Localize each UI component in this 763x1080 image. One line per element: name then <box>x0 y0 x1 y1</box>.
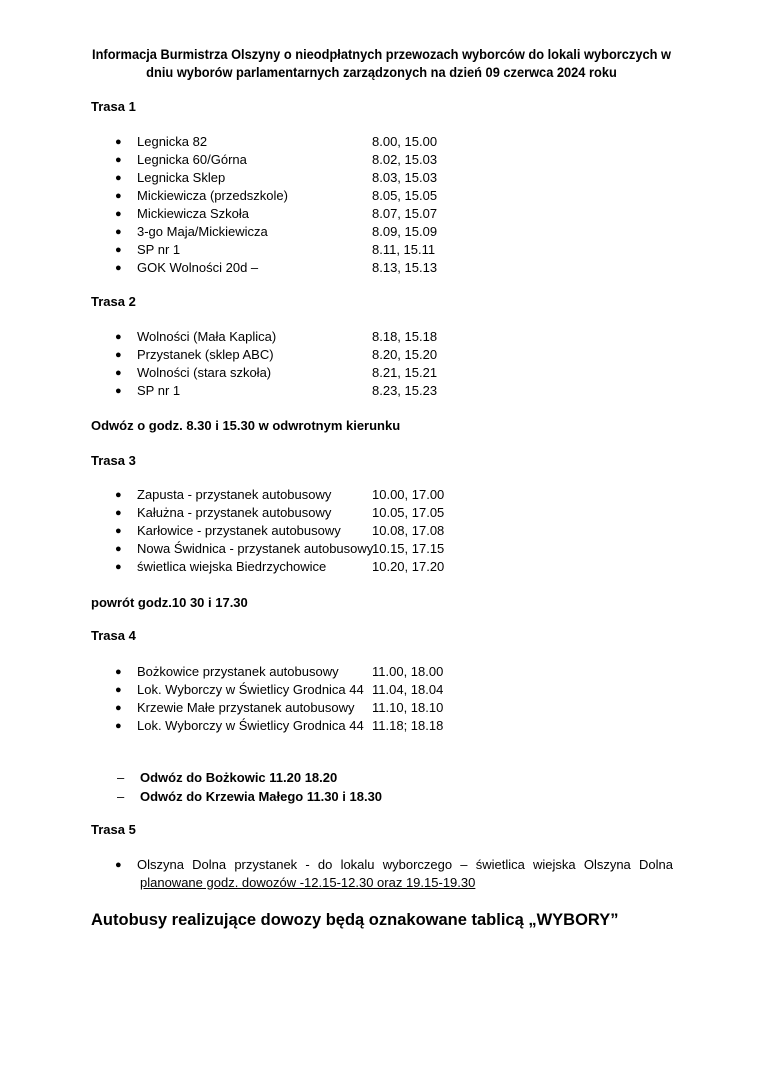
bullet-marker: ● <box>115 507 122 519</box>
stop-times: 8.00, 15.00 <box>372 134 438 149</box>
stop-name: SP nr 1 <box>137 383 181 398</box>
stop-row <box>0 540 763 558</box>
bullet-marker: ● <box>115 190 122 202</box>
title-line-2: dniu wyborów parlamentarnych zarządzonych na dzień 09 czerwca 2024 roku <box>146 65 617 80</box>
stop-name: Legnicka 82 <box>137 134 208 149</box>
stop-times: 8.03, 15.03 <box>372 170 438 185</box>
bullet-marker: ● <box>115 349 122 361</box>
stop-name: Kałużna - przystanek autobusowy <box>137 505 332 520</box>
stop-name: Legnicka 60/Górna <box>137 152 247 167</box>
route-2-return-note: Odwóz o godz. 8.30 i 15.30 w odwrotnym kierunku <box>91 418 401 433</box>
route-5-word: świetlica <box>475 857 525 872</box>
stop-row <box>0 187 763 205</box>
stop-row <box>0 223 763 241</box>
route-5-word: Dolna <box>638 857 673 872</box>
stop-name: 3-go Maja/Mickiewicza <box>137 224 268 239</box>
route-5-word: – <box>460 857 468 872</box>
route-3-return-note: powrót godz.10 30 i 17.30 <box>91 595 248 610</box>
stop-row <box>0 663 763 681</box>
bullet-marker: ● <box>115 331 122 343</box>
dash-marker: – <box>117 770 125 785</box>
stop-times: 10.05, 17.05 <box>372 505 445 520</box>
bullet-marker: ● <box>115 244 122 256</box>
stop-name: GOK Wolności 20d – <box>137 260 259 275</box>
stop-times: 11.10, 18.10 <box>372 700 444 715</box>
return-item <box>0 787 763 806</box>
stop-name: Legnicka Sklep <box>137 170 226 185</box>
route-5-word: przystanek <box>234 857 298 872</box>
stop-row <box>0 717 763 735</box>
stop-row <box>0 328 763 346</box>
stop-name: Mickiewicza Szkoła <box>137 206 249 221</box>
stop-row <box>0 151 763 169</box>
stop-name: Zapusta - przystanek autobusowy <box>137 487 332 502</box>
stop-times: 8.21, 15.21 <box>372 365 438 380</box>
stop-name: Lok. Wyborczy w Świetlicy Grodnica 44 <box>137 682 364 697</box>
route-1-list <box>0 133 763 277</box>
route-4-list <box>0 663 763 735</box>
route-5-item <box>137 856 673 892</box>
stop-times: 10.15, 17.15 <box>372 541 445 556</box>
bullet-marker: ● <box>115 385 122 397</box>
title-line-1: Informacja Burmistrza Olszyny o nieodpłatnych przewozach wyborców do lokali wyborczych w <box>92 47 671 62</box>
route-5-word: lokalu <box>340 857 375 872</box>
stop-row <box>0 382 763 400</box>
bullet-marker: ● <box>115 262 122 274</box>
stop-name: Mickiewicza (przedszkole) <box>137 188 288 203</box>
return-item-text: Odwóz do Krzewia Małego 11.30 i 18.30 <box>140 789 383 804</box>
bullet-marker: ● <box>115 172 122 184</box>
stop-times: 8.02, 15.03 <box>372 152 438 167</box>
stop-name: Przystanek (sklep ABC) <box>137 347 274 362</box>
bullet-marker: ● <box>115 208 122 220</box>
route-3-list <box>0 486 763 576</box>
route-5-line-1 <box>137 856 673 874</box>
stop-name: Wolności (stara szkoła) <box>137 365 272 380</box>
document-title <box>83 46 681 82</box>
bullet-marker: ● <box>115 525 122 537</box>
stop-times: 8.20, 15.20 <box>372 347 438 362</box>
stop-name: Wolności (Mała Kaplica) <box>137 329 277 344</box>
dash-marker: – <box>117 789 125 804</box>
bullet-marker: ● <box>115 367 122 379</box>
stop-times: 8.23, 15.23 <box>372 383 438 398</box>
route-5-word: Olszyna <box>137 857 184 872</box>
bullet-marker: ● <box>115 666 122 678</box>
stop-row <box>0 205 763 223</box>
stop-row <box>0 259 763 277</box>
stop-name: Krzewie Małe przystanek autobusowy <box>137 700 355 715</box>
stop-times: 10.20, 17.20 <box>372 559 445 574</box>
stop-name: świetlica wiejska Biedrzychowice <box>137 559 327 574</box>
route-2-heading: Trasa 2 <box>91 294 136 309</box>
stop-name: Karłowice - przystanek autobusowy <box>137 523 341 538</box>
stop-row <box>0 558 763 576</box>
stop-times: 11.00, 18.00 <box>372 664 444 679</box>
route-5-word: - <box>305 857 310 872</box>
stop-name: SP nr 1 <box>137 242 181 257</box>
bullet-marker: ● <box>115 489 122 501</box>
route-5-word: wyborczego <box>382 857 453 872</box>
route-5-schedule: planowane godz. dowozów -12.15-12.30 oraz 19.15-19.30 <box>140 875 476 890</box>
route-2-list <box>0 328 763 400</box>
return-item <box>0 768 763 787</box>
bullet-marker: ● <box>115 684 122 696</box>
footer-note: Autobusy realizujące dowozy będą oznakowane tablicą „WYBORY” <box>91 911 619 929</box>
stop-name: Bożkowice przystanek autobusowy <box>137 664 339 679</box>
route-4-heading: Trasa 4 <box>91 628 136 643</box>
stop-row <box>0 504 763 522</box>
bullet-marker: ● <box>115 543 122 555</box>
stop-row <box>0 364 763 382</box>
stop-row <box>0 133 763 151</box>
stop-times: 8.05, 15.05 <box>372 188 438 203</box>
bullet-marker: ● <box>115 136 122 148</box>
return-item-text: Odwóz do Bożkowic 11.20 18.20 <box>140 770 338 785</box>
bullet-marker: ● <box>115 859 122 871</box>
stop-times: 11.18; 18.18 <box>372 718 444 733</box>
stop-times: 10.00, 17.00 <box>372 487 445 502</box>
stop-times: 8.11, 15.11 <box>372 242 436 257</box>
stop-row <box>0 681 763 699</box>
bullet-marker: ● <box>115 720 122 732</box>
stop-row <box>0 169 763 187</box>
stop-name: Lok. Wyborczy w Świetlicy Grodnica 44 <box>137 718 364 733</box>
stop-times: 8.13, 15.13 <box>372 260 438 275</box>
stop-times: 10.08, 17.08 <box>372 523 445 538</box>
stop-name: Nowa Świdnica - przystanek autobusowy <box>137 541 374 556</box>
route-5-word: wiejska <box>533 857 576 872</box>
route-5-heading: Trasa 5 <box>91 822 136 837</box>
route-4-returns <box>0 768 763 806</box>
stop-row <box>0 486 763 504</box>
bullet-marker: ● <box>115 154 122 166</box>
stop-row <box>0 241 763 259</box>
route-3-heading: Trasa 3 <box>91 453 136 468</box>
bullet-marker: ● <box>115 702 122 714</box>
route-5-word: Dolna <box>192 857 227 872</box>
stop-times: 8.07, 15.07 <box>372 206 438 221</box>
stop-row <box>0 699 763 717</box>
route-5-word: do <box>317 857 333 872</box>
route-5-word: Olszyna <box>583 857 631 872</box>
stop-row <box>0 522 763 540</box>
stop-times: 8.09, 15.09 <box>372 224 438 239</box>
stop-times: 11.04, 18.04 <box>372 682 444 697</box>
stop-times: 8.18, 15.18 <box>372 329 438 344</box>
stop-row <box>0 346 763 364</box>
route-1-heading: Trasa 1 <box>91 99 136 114</box>
bullet-marker: ● <box>115 561 122 573</box>
bullet-marker: ● <box>115 226 122 238</box>
